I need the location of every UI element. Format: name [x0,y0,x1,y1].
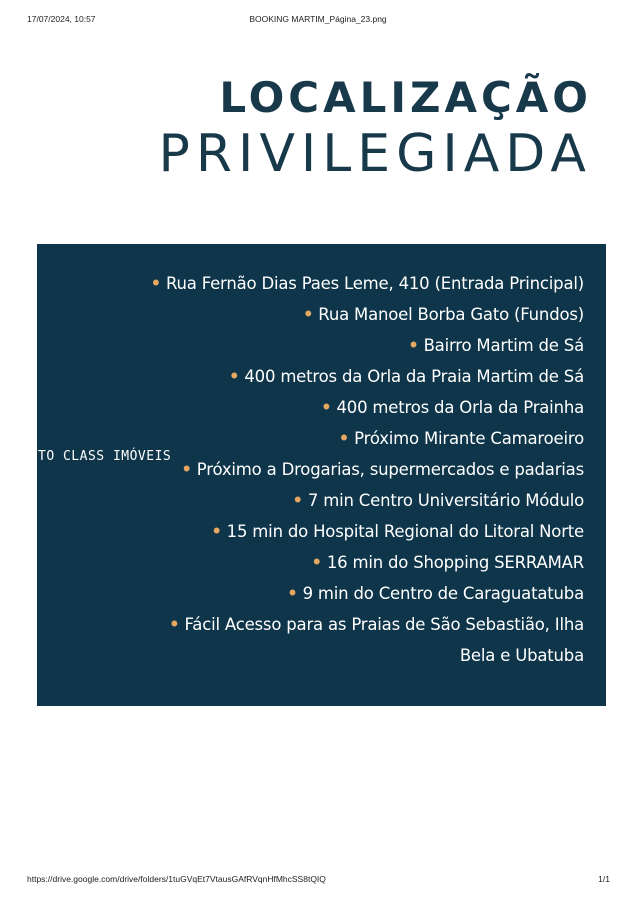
watermark-text: TO CLASS IMÓVEIS [38,449,172,464]
bullet-icon: • [408,336,419,355]
location-text: Rua Fernão Dias Paes Leme, 410 (Entrada Principal) [165,274,584,293]
location-item [84,268,584,299]
location-text: Bela e Ubatuba [459,646,584,665]
location-text: Próximo a Drogarias, supermercados e padarias [196,460,584,479]
location-item [84,516,584,547]
location-text: Fácil Acesso para as Praias de São Sebastião, Ilha [184,615,584,634]
bullet-icon: • [321,398,332,417]
bullet-icon: • [181,460,192,479]
location-item [84,299,584,330]
heading-line-2: PRIVILEGIADA [158,124,592,184]
bullet-icon: • [150,274,161,293]
bullet-icon: • [169,615,180,634]
location-text: 16 min do Shopping SERRAMAR [326,553,584,572]
location-text: 7 min Centro Universitário Módulo [307,491,584,510]
bullet-icon: • [311,553,322,572]
print-document-title: BOOKING MARTIM_Página_23.png [249,14,387,24]
print-header [0,14,636,28]
locations-list [84,268,584,671]
location-text: Bairro Martim de Sá [423,336,584,355]
locations-panel [37,244,606,706]
location-item [84,547,584,578]
bullet-icon: • [292,491,303,510]
location-text: 9 min do Centro de Caraguatatuba [302,584,584,603]
location-text: Rua Manoel Borba Gato (Fundos) [318,305,584,324]
bullet-icon: • [229,367,240,386]
location-item [84,578,584,609]
page-heading [159,74,592,184]
location-text: 400 metros da Orla da Praia Martim de Sá [244,367,584,386]
location-item-continuation [84,640,584,671]
location-item [84,392,584,423]
location-text: 15 min do Hospital Regional do Litoral Norte [226,522,584,541]
location-text: Próximo Mirante Camaroeiro [354,429,584,448]
bullet-icon: • [338,429,350,448]
location-item [84,485,584,516]
location-text: 400 metros da Orla da Prainha [336,398,584,417]
page-number: 1/1 [598,874,610,884]
location-item [84,609,584,640]
heading-line-1: LOCALIZAÇÃO [219,73,592,122]
print-url: https://drive.google.com/drive/folders/1tuGVqEt7VtausGAfRVqnHfMhcSS8tQIQ [27,874,326,884]
bullet-icon: • [287,584,298,603]
print-footer [0,874,636,888]
location-item [84,330,584,361]
bullet-icon: • [302,305,314,324]
bullet-icon: • [211,522,222,541]
print-date: 17/07/2024, 10:57 [27,14,96,24]
location-item [84,361,584,392]
